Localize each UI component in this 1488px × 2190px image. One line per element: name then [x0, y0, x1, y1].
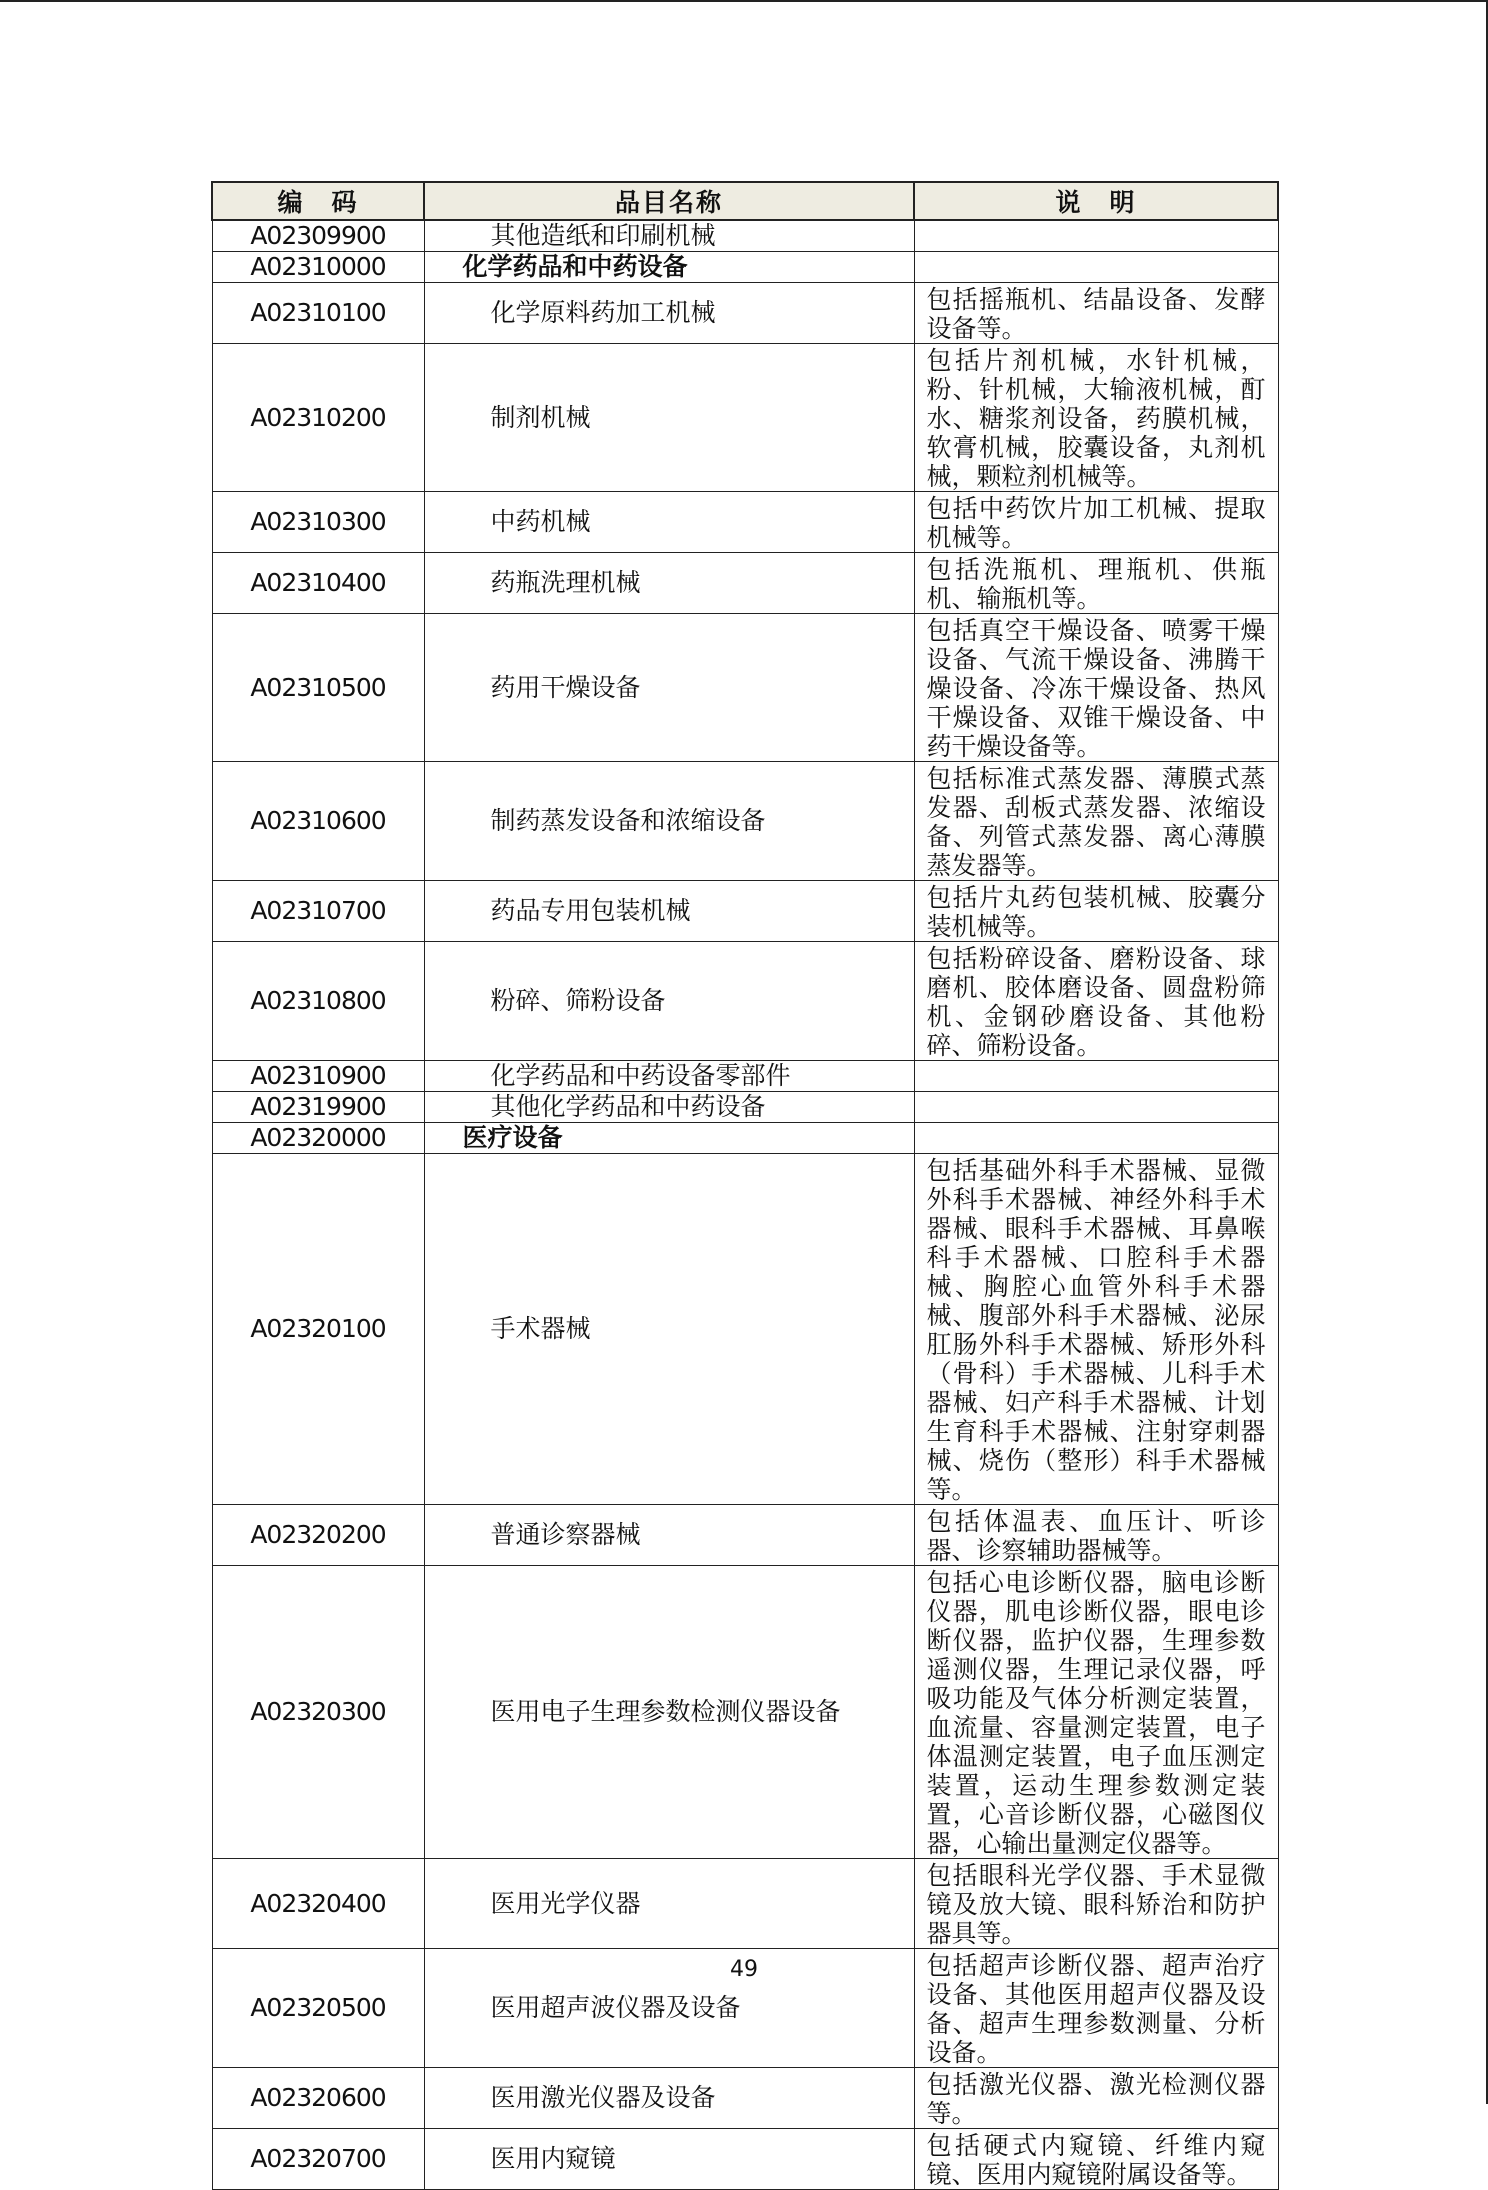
row-code: A02310800: [212, 941, 424, 1060]
row-name: 化学药品和中药设备零部件: [424, 1060, 914, 1091]
table-row: [212, 251, 1278, 282]
row-name: 粉碎、筛粉设备: [424, 941, 914, 1060]
row-code: A02310100: [212, 282, 424, 343]
row-desc: 包括硬式内窥镜、纤维内窥镜、医用内窥镜附属设备等。: [914, 2128, 1278, 2189]
table-row: [212, 613, 1278, 761]
row-name: 手术器械: [424, 1153, 914, 1504]
row-desc: 包括摇瓶机、结晶设备、发酵设备等。: [914, 282, 1278, 343]
row-code: A02319900: [212, 1091, 424, 1122]
row-name: 医用超声波仪器及设备: [424, 1948, 914, 2067]
row-name: 其他化学药品和中药设备: [424, 1091, 914, 1122]
table-row: [212, 1504, 1278, 1565]
row-name: 药瓶洗理机械: [424, 552, 914, 613]
row-name: 其他造纸和印刷机械: [424, 220, 914, 251]
table-row: [212, 1565, 1278, 1858]
page-top-border: [0, 0, 1488, 2]
row-code: A02310300: [212, 491, 424, 552]
row-name: 中药机械: [424, 491, 914, 552]
row-name: 药用干燥设备: [424, 613, 914, 761]
table-row: [212, 1122, 1278, 1153]
table-row: [212, 1060, 1278, 1091]
row-name: 化学原料药加工机械: [424, 282, 914, 343]
row-desc: 包括超声诊断仪器、超声治疗设备、其他医用超声仪器及设备、超声生理参数测量、分析设备。: [914, 1948, 1278, 2067]
table-row: [212, 282, 1278, 343]
row-code: A02309900: [212, 220, 424, 251]
row-code: A02320200: [212, 1504, 424, 1565]
row-desc: 包括片剂机械，水针机械，粉、针机械，大输液机械，酊水、糖浆剂设备，药膜机械，软膏机械，胶囊设备，丸剂机械，颗粒剂机械等。: [914, 343, 1278, 491]
table-row: [212, 220, 1278, 251]
row-code: A02310600: [212, 761, 424, 880]
row-code: A02310400: [212, 552, 424, 613]
row-code: A02310900: [212, 1060, 424, 1091]
row-name: 医用光学仪器: [424, 1858, 914, 1948]
table-row: [212, 552, 1278, 613]
row-desc: 包括眼科光学仪器、手术显微镜及放大镜、眼科矫治和防护器具等。: [914, 1858, 1278, 1948]
row-code: A02320100: [212, 1153, 424, 1504]
row-code: A02320400: [212, 1858, 424, 1948]
row-desc: 包括洗瓶机、理瓶机、供瓶机、输瓶机等。: [914, 552, 1278, 613]
row-code: A02320600: [212, 2067, 424, 2128]
row-name: 医疗设备: [424, 1122, 914, 1153]
table-header-row: [212, 182, 1278, 220]
header-desc: 说 明: [914, 182, 1278, 220]
row-desc: 包括中药饮片加工机械、提取机械等。: [914, 491, 1278, 552]
row-desc: 包括粉碎设备、磨粉设备、球磨机、胶体磨设备、圆盘粉筛机、金钢砂磨设备、其他粉碎、筛粉设备。: [914, 941, 1278, 1060]
table-row: [212, 761, 1278, 880]
row-code: A02320500: [212, 1948, 424, 2067]
page-number: 49: [730, 1957, 758, 1982]
row-desc: [914, 1122, 1278, 1153]
table-row: [212, 343, 1278, 491]
table-row: [212, 2067, 1278, 2128]
table-row: [212, 1091, 1278, 1122]
table-row: [212, 1858, 1278, 1948]
table-row: [212, 2128, 1278, 2189]
row-desc: [914, 220, 1278, 251]
row-name: 化学药品和中药设备: [424, 251, 914, 282]
row-desc: 包括体温表、血压计、听诊器、诊察辅助器械等。: [914, 1504, 1278, 1565]
table-row: [212, 941, 1278, 1060]
header-name: 品目名称: [424, 182, 914, 220]
row-desc: 包括标准式蒸发器、薄膜式蒸发器、刮板式蒸发器、浓缩设备、列管式蒸发器、离心薄膜蒸发器等。: [914, 761, 1278, 880]
catalog-table: [211, 181, 1279, 2190]
row-name: 药品专用包装机械: [424, 880, 914, 941]
row-name: 普通诊察器械: [424, 1504, 914, 1565]
row-desc: 包括基础外科手术器械、显微外科手术器械、神经外科手术器械、眼科手术器械、耳鼻喉科手术器械、口腔科手术器械、胸腔心血管外科手术器械、腹部外科手术器械、泌尿肛肠外科手术器械、矫形外科（骨科）手术器械、儿科手术器械、妇产科手术器械、计划生育科手术器械、注射穿刺器械、烧伤（整形）科手术器械等。: [914, 1153, 1278, 1504]
row-desc: 包括真空干燥设备、喷雾干燥设备、气流干燥设备、沸腾干燥设备、冷冻干燥设备、热风干燥设备、双锥干燥设备、中药干燥设备等。: [914, 613, 1278, 761]
row-desc: [914, 1091, 1278, 1122]
row-desc: 包括片丸药包装机械、胶囊分装机械等。: [914, 880, 1278, 941]
table-row: [212, 1153, 1278, 1504]
row-code: A02320300: [212, 1565, 424, 1858]
row-code: A02310000: [212, 251, 424, 282]
row-code: A02320700: [212, 2128, 424, 2189]
row-code: A02310700: [212, 880, 424, 941]
row-name: 医用激光仪器及设备: [424, 2067, 914, 2128]
row-name: 医用电子生理参数检测仪器设备: [424, 1565, 914, 1858]
row-name: 制药蒸发设备和浓缩设备: [424, 761, 914, 880]
row-code: A02320000: [212, 1122, 424, 1153]
row-name: 制剂机械: [424, 343, 914, 491]
row-desc: 包括激光仪器、激光检测仪器等。: [914, 2067, 1278, 2128]
row-desc: [914, 1060, 1278, 1091]
row-code: A02310200: [212, 343, 424, 491]
row-name: 医用内窥镜: [424, 2128, 914, 2189]
table-row: [212, 880, 1278, 941]
row-code: A02310500: [212, 613, 424, 761]
row-desc: [914, 251, 1278, 282]
table-row: [212, 491, 1278, 552]
header-code: 编 码: [212, 182, 424, 220]
row-desc: 包括心电诊断仪器，脑电诊断仪器，肌电诊断仪器，眼电诊断仪器，监护仪器，生理参数遥测仪器，生理记录仪器，呼吸功能及气体分析测定装置，血流量、容量测定装置，电子体温测定装置，电子血压测定装置，运动生理参数测定装置，心音诊断仪器，心磁图仪器，心输出量测定仪器等。: [914, 1565, 1278, 1858]
